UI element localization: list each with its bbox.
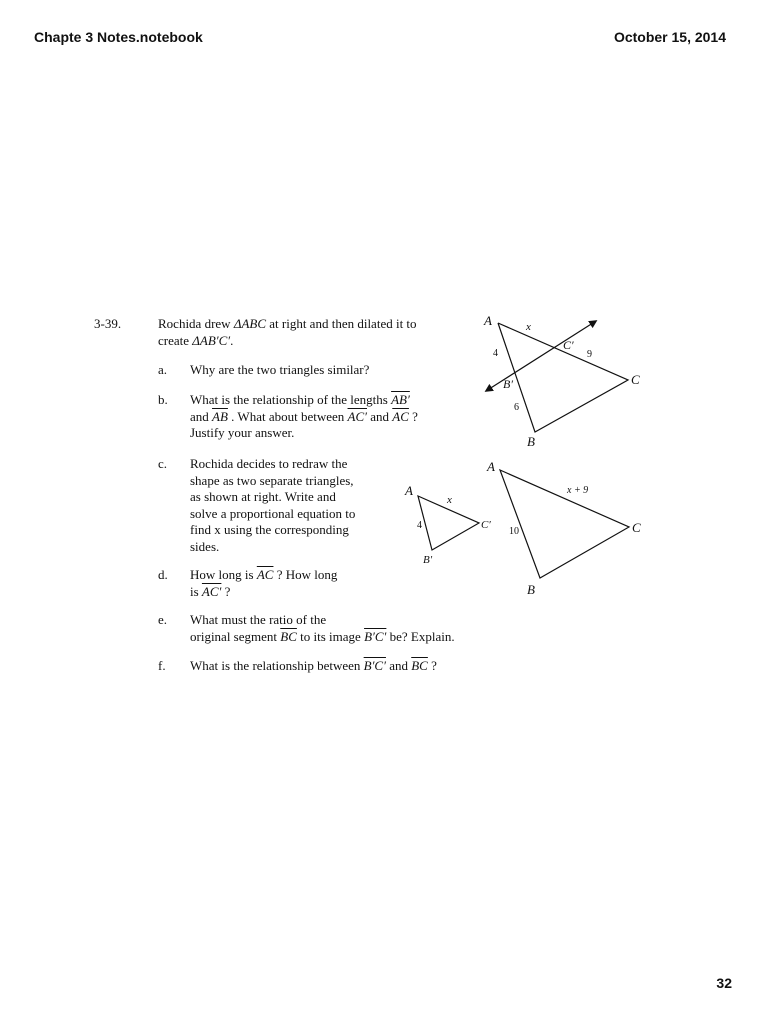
large-vertex-b-label: B [527, 582, 535, 597]
segment-ab: $\overline{AB}$ [212, 408, 228, 424]
large-side-10-label: 10 [509, 526, 519, 537]
side-9-label: 9 [587, 349, 592, 360]
notebook-date: October 15, 2014 [613, 29, 726, 45]
vertex-cprime-label: C′ [563, 338, 574, 352]
large-side-xplus9-label: x + 9 [567, 485, 589, 496]
segment-ac-prime: AC′ [201, 583, 222, 599]
part-e-text: What must the ratio of the original segment $\overline{BC}$ to its image B′C′ be? Explain. [190, 612, 455, 644]
side-x-label: x [526, 321, 531, 333]
part-d-label: d. [158, 567, 168, 582]
problem-number: 3-39. [94, 316, 122, 331]
part-e-label: e. [158, 612, 168, 627]
vertex-bprime-label: B′ [503, 377, 513, 391]
small-vertex-cprime-label: C′ [481, 519, 491, 531]
vertex-b-label: B [527, 434, 535, 449]
small-side-x-label: x [447, 494, 452, 506]
side-4-label: 4 [493, 348, 498, 359]
part-b-text: What is the relationship of the lengths AB′ and $\overline{AB}$ . What about between AC′ and $\overline{AC}$ ? Justify your answer. [190, 392, 418, 440]
large-triangle-outline [500, 470, 629, 578]
large-vertex-c-label: C [632, 520, 641, 535]
segment-ac: $\overline{AC}$ [392, 408, 409, 424]
part-d-text: How long is $\overline{AC}$ ? How long is AC′ ? [190, 567, 338, 599]
part-f-text: What is the relationship between B′C′ and $\overline{BC}$ ? [190, 658, 437, 673]
small-vertex-bprime-label: B′ [423, 554, 433, 566]
vertex-c-label: C [631, 372, 640, 387]
part-c-label: c. [158, 456, 168, 471]
triangle-abc: ΔABC [233, 316, 266, 331]
segment-ac: $\overline{AC}$ [256, 567, 274, 582]
segment-ab-prime: AB′ [391, 392, 410, 407]
small-side-4-label: 4 [417, 520, 422, 531]
large-triangle [500, 470, 629, 578]
triangle-abprime-cprime: ΔAB′C′ [192, 332, 231, 348]
small-vertex-a-label: A [405, 483, 413, 498]
problem-stem: Rochida drew ΔABC at right and then dilated it to create ΔAB′C′. [158, 316, 417, 348]
vertex-a-label: A [484, 313, 492, 328]
segment-bprime-cprime: B′C′ [364, 628, 387, 644]
segment-ac-prime: AC′ [347, 408, 367, 424]
part-b-label: b. [158, 392, 168, 407]
part-c-text: Rochida decides to redraw the shape as two separate triangles, as shown at right. Write and solve a proportional equation to find x using the corresponding sides. [190, 456, 356, 554]
part-f-label: f. [158, 658, 166, 673]
side-6-label: 6 [514, 402, 519, 413]
large-vertex-a-label: A [487, 459, 495, 474]
part-a-label: a. [158, 362, 168, 377]
part-a-text: Why are the two triangles similar? [190, 362, 370, 377]
segment-bprime-cprime: B′C′ [363, 658, 386, 673]
notebook-title: Chapte 3 Notes.notebook [34, 29, 203, 45]
segment-bc: $\overline{BC}$ [280, 628, 297, 644]
segment-bc: $\overline{BC}$ [411, 658, 428, 673]
page-number: 32 [716, 975, 732, 991]
